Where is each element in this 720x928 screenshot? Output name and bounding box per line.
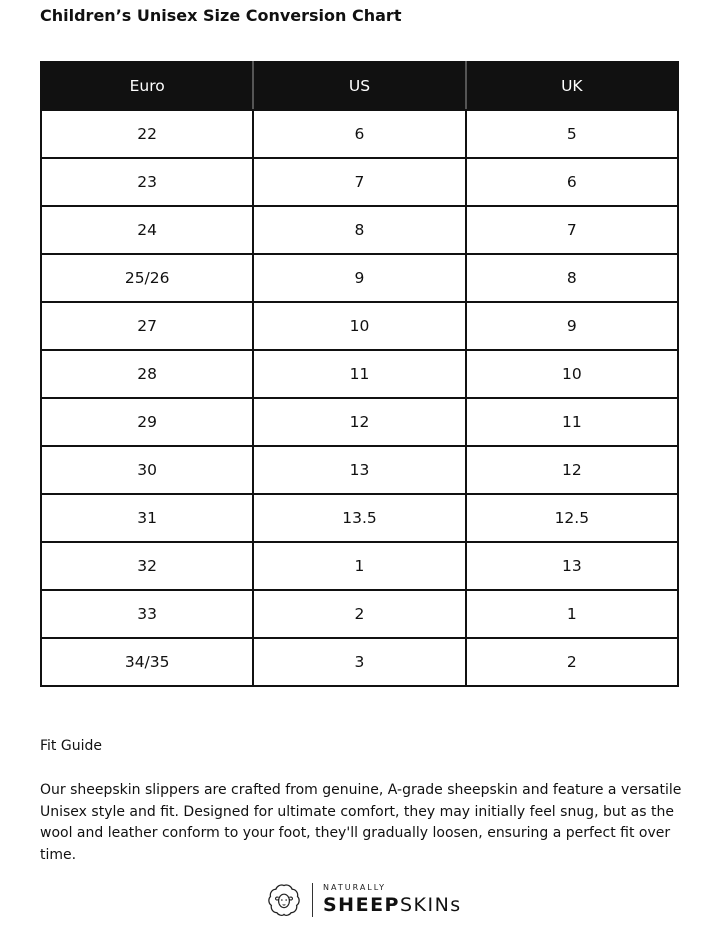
cell-us: 7 [253,158,465,206]
fit-guide-description: Our sheepskin slippers are crafted from genuine, A-grade sheepskin and feature a versatile Unisex style and fit. Designed for ultimate comfort, they may initially feel snug, but as the wool and leather conform to your foot, they'll gradually loosen, ensuring a perfect fit over time. [40,782,682,863]
cell-uk: 8 [466,254,678,302]
column-header-us: US [253,62,465,110]
logo-wordmark [323,883,462,917]
cell-uk: 1 [466,590,678,638]
cell-uk: 13 [466,542,678,590]
cell-uk: 2 [466,638,678,686]
cell-uk: 7 [466,206,678,254]
cell-us: 3 [253,638,465,686]
table-row [41,446,678,494]
fit-guide-heading: Fit Guide [40,738,102,754]
cell-uk: 11 [466,398,678,446]
cell-uk: 12.5 [466,494,678,542]
cell-us: 9 [253,254,465,302]
cell-uk: 10 [466,350,678,398]
cell-euro: 28 [41,350,253,398]
page-title: Children’s Unisex Size Conversion Chart [40,6,402,25]
logo-name-light: SKINs [399,894,462,916]
table-row [41,206,678,254]
cell-euro: 32 [41,542,253,590]
cell-us: 6 [253,110,465,158]
table-row [41,542,678,590]
cell-euro: 25/26 [41,254,253,302]
cell-euro: 24 [41,206,253,254]
table-row [41,398,678,446]
table-row [41,158,678,206]
cell-euro: 31 [41,494,253,542]
cell-euro: 22 [41,110,253,158]
cell-uk: 5 [466,110,678,158]
cell-us: 13.5 [253,494,465,542]
cell-us: 10 [253,302,465,350]
table-row [41,350,678,398]
table-row [41,590,678,638]
cell-us: 2 [253,590,465,638]
cell-euro: 33 [41,590,253,638]
cell-us: 1 [253,542,465,590]
cell-uk: 6 [466,158,678,206]
cell-us: 13 [253,446,465,494]
table-header-row [41,62,678,110]
column-header-uk: UK [466,62,678,110]
table-row [41,302,678,350]
cell-euro: 29 [41,398,253,446]
cell-us: 12 [253,398,465,446]
logo-tagline: NATURALLY [323,883,387,892]
cell-euro: 27 [41,302,253,350]
table-body [41,110,678,686]
column-header-euro: Euro [41,62,253,110]
cell-us: 8 [253,206,465,254]
table-row [41,254,678,302]
brand-logo [266,880,462,920]
logo-name [323,893,462,917]
logo-name-bold: SHEEP [323,894,400,916]
sheep-icon [266,882,302,918]
table-row [41,110,678,158]
table-row [41,494,678,542]
cell-us: 11 [253,350,465,398]
cell-euro: 30 [41,446,253,494]
cell-uk: 9 [466,302,678,350]
cell-uk: 12 [466,446,678,494]
cell-euro: 34/35 [41,638,253,686]
table-row [41,638,678,686]
size-conversion-table [40,61,679,687]
logo-divider [312,883,313,917]
cell-euro: 23 [41,158,253,206]
